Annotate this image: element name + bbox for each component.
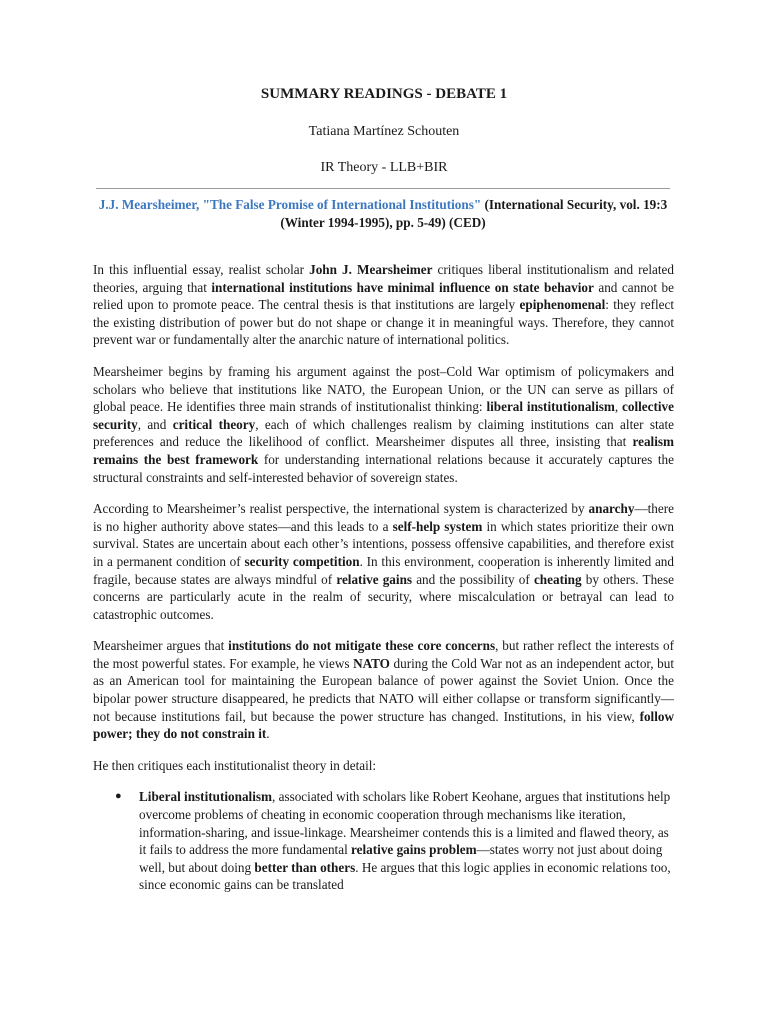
paragraph bbox=[93, 261, 674, 349]
bullet-item bbox=[93, 788, 674, 894]
text-run: . He argues that this logic applies in economic relations too, since economic gains can be translated bbox=[139, 859, 671, 893]
text-run: by others. These concerns are particularly acute in the realm of security, where miscalculation or betrayal can lead to catastrophic outcomes. bbox=[93, 571, 675, 622]
horizontal-rule bbox=[96, 188, 670, 189]
text-run: during the Cold War not as an independent actor, but as an American tool for maintaining the European balance of power against the Soviet Union. Once the bipolar power structure disappeared, he predicts that NATO will either collapse or transform significantly—not because institutions fail, but because the power structure has changed. Institutions, in his view, bbox=[93, 655, 674, 724]
document-body bbox=[93, 261, 674, 894]
bold-text: collective security bbox=[93, 399, 674, 432]
text-run: and cannot be relied upon to promote peace. The central thesis is that institutions are largely bbox=[93, 279, 674, 313]
paragraph bbox=[93, 363, 674, 486]
text-run: According to Mearsheimer’s realist perspective, the international system is characterized by bbox=[93, 501, 589, 517]
citation-link[interactable]: J.J. Mearsheimer, "The False Promise of International Institutions" bbox=[98, 197, 482, 212]
text-run: , and bbox=[137, 416, 173, 432]
bold-text: security competition bbox=[244, 553, 360, 569]
bold-text: international institutions have minimal influence on state behavior bbox=[211, 279, 594, 295]
text-run: and the possibility of bbox=[412, 571, 534, 587]
text-run: . bbox=[266, 726, 270, 742]
text-run: Mearsheimer begins by framing his argument against the post–Cold War optimism of policymakers and scholars who believe that institutions like NATO, the European Union, or the UN can serve as pillars of global peace. He identifies three main strands of institutionalist thinking: bbox=[93, 363, 674, 415]
text-run: : they reflect the existing distribution of power but do not shape or change it in meaningful ways. Therefore, they cannot prevent war or fundamentally alter the anarchic nature of international politics. bbox=[93, 297, 675, 348]
bold-text: better than others bbox=[254, 859, 356, 875]
paragraph bbox=[93, 637, 674, 743]
bullet-icon: ● bbox=[115, 790, 122, 803]
reading-citation bbox=[96, 196, 670, 232]
bold-text: follow power; they do not constrain it bbox=[93, 708, 674, 742]
bold-text: institutions do not mitigate these core concerns bbox=[228, 638, 496, 654]
bold-text: critical theory bbox=[172, 416, 256, 432]
bold-text: realism remains the best framework bbox=[93, 434, 674, 467]
text-run: He then critiques each institutionalist theory in detail: bbox=[93, 757, 377, 773]
bold-text: cheating bbox=[533, 571, 582, 587]
bold-text: NATO bbox=[353, 655, 390, 671]
paragraph bbox=[93, 757, 674, 775]
author-name: Tatiana Martínez Schouten bbox=[308, 124, 460, 139]
bullet-list bbox=[93, 788, 674, 894]
paragraph bbox=[93, 500, 674, 623]
text-run: in which states prioritize their own survival. States are uncertain about each other’s intentions, possess offensive capabilities, and therefore exist in a permanent condition of bbox=[93, 518, 674, 569]
document-title: SUMMARY READINGS - DEBATE 1 bbox=[260, 86, 508, 102]
course-name: IR Theory - LLB+BIR bbox=[320, 160, 448, 175]
text-run: —there is no higher authority above states—and this leads to a bbox=[93, 501, 674, 534]
bold-text: Liberal institutionalism bbox=[139, 789, 272, 805]
text-run: , bbox=[614, 399, 623, 415]
text-run: In this influential essay, realist scholar bbox=[93, 262, 310, 277]
bold-text: John J. Mearsheimer bbox=[309, 262, 433, 277]
bold-text: liberal institutionalism bbox=[486, 399, 615, 415]
text-run: for understanding international relations because it accurately captures the structural constraints and self-interested behavior of sovereign states. bbox=[93, 451, 674, 485]
text-run: . In this environment, cooperation is inherently limited and fragile, because states are always mindful of bbox=[93, 553, 674, 587]
text-run: critiques liberal institutionalism and related theories, arguing that bbox=[93, 262, 674, 295]
text-run: , but rather reflect the interests of the most powerful states. For example, he views bbox=[93, 638, 674, 671]
bold-text: relative gains bbox=[336, 571, 413, 587]
bold-text: epiphenomenal bbox=[519, 297, 606, 313]
citation-details: (International Security, vol. 19:3 (Winter 1994-1995), pp. 5-49) (CED) bbox=[280, 197, 668, 230]
paragraphs bbox=[93, 261, 674, 774]
bold-text: relative gains problem bbox=[351, 842, 477, 858]
text-run: —states worry not just about doing well, but about doing bbox=[139, 842, 663, 875]
bold-text: self-help system bbox=[392, 518, 483, 534]
text-run: Mearsheimer argues that bbox=[93, 638, 229, 654]
text-run: , associated with scholars like Robert Keohane, argues that institutions help overcome problems of cheating in economic cooperation through mechanisms like iteration, information-sharing, and issue-linkage. Mearsheimer contends this is a limited and flawed theory, as it fails to address the more fundamental bbox=[139, 789, 671, 858]
text-run: , each of which challenges realism by claiming institutions can alter state preferences and reduce the likelihood of conflict. Mearsheimer disputes all three, insisting that bbox=[93, 416, 674, 450]
bold-text: anarchy bbox=[588, 501, 635, 517]
